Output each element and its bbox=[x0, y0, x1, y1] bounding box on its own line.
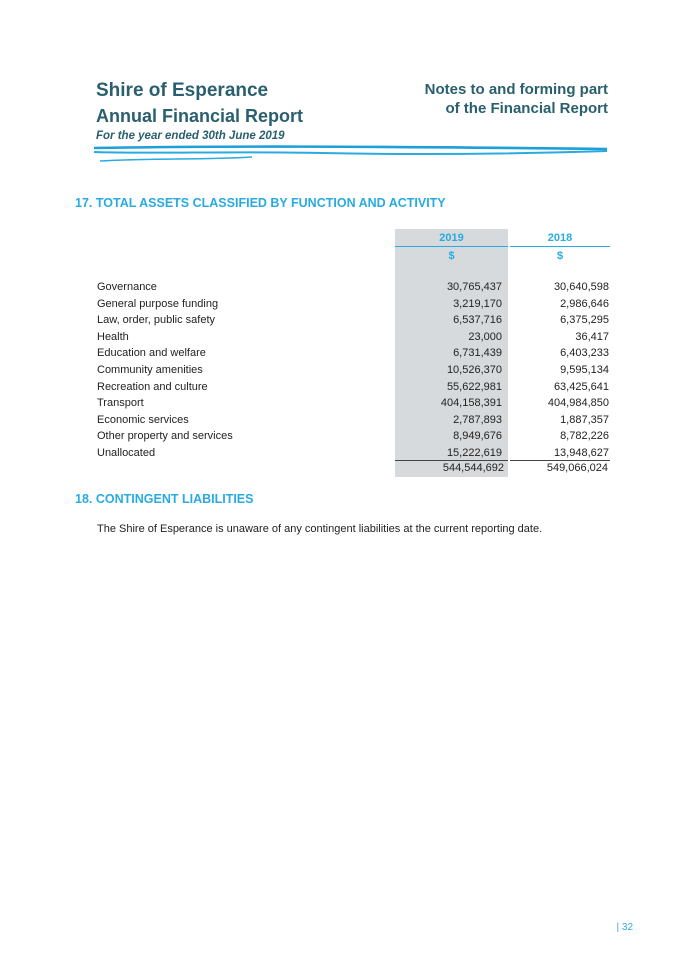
value-2019: 15,222,619 bbox=[446, 446, 502, 459]
value-2018: 9,595,134 bbox=[560, 363, 609, 376]
report-header bbox=[96, 80, 303, 142]
notes-header bbox=[425, 80, 608, 118]
column-header-2018: 2018 bbox=[547, 232, 573, 244]
value-2018: 36,417 bbox=[575, 330, 609, 343]
section-17-title: 17. TOTAL ASSETS CLASSIFIED BY FUNCTION AND ACTIVITY bbox=[75, 196, 446, 210]
value-2018: 2,986,646 bbox=[560, 297, 609, 310]
notes-title-line2: of the Financial Report bbox=[445, 100, 608, 117]
value-2018: 30,640,598 bbox=[553, 281, 609, 293]
report-period: For the year ended 30th June 2019 bbox=[96, 130, 285, 142]
table-row bbox=[97, 447, 609, 464]
header-swoosh-divider bbox=[92, 142, 612, 172]
row-label: Unallocated bbox=[97, 446, 156, 459]
row-label: Law, order, public safety bbox=[97, 314, 216, 327]
value-2019: 10,526,370 bbox=[446, 363, 502, 376]
row-label: Transport bbox=[97, 397, 144, 410]
value-2018: 8,782,226 bbox=[560, 430, 609, 443]
table-row bbox=[97, 314, 609, 331]
header-rule-2019 bbox=[395, 246, 508, 247]
value-2019: 30,765,437 bbox=[446, 281, 502, 293]
report-title: Annual Financial Report bbox=[96, 106, 304, 126]
row-label: General purpose funding bbox=[97, 297, 219, 310]
page-number: | 32 bbox=[616, 922, 633, 933]
table-row bbox=[97, 347, 609, 364]
value-2018: 13,948,627 bbox=[553, 446, 609, 459]
row-label: Other property and services bbox=[97, 430, 233, 443]
value-2018: 6,403,233 bbox=[560, 347, 609, 360]
value-2018: 6,375,295 bbox=[560, 314, 609, 327]
value-2018: 404,984,850 bbox=[547, 397, 609, 410]
value-2019: 55,622,981 bbox=[446, 380, 502, 393]
table-row bbox=[97, 364, 609, 381]
total-2019: 544,544,692 bbox=[442, 462, 504, 474]
currency-2018: $ bbox=[556, 250, 564, 262]
assets-table bbox=[97, 281, 609, 464]
notes-title-line1: Notes to and forming part bbox=[424, 81, 608, 98]
value-2018: 63,425,641 bbox=[553, 380, 609, 393]
table-row bbox=[97, 430, 609, 447]
table-row bbox=[97, 298, 609, 315]
table-row bbox=[97, 397, 609, 414]
value-2019: 404,158,391 bbox=[440, 397, 502, 410]
table-row bbox=[97, 281, 609, 298]
value-2019: 2,787,893 bbox=[453, 413, 502, 426]
total-2018: 549,066,024 bbox=[546, 462, 608, 474]
header-rule-2018 bbox=[510, 246, 610, 247]
currency-2019: $ bbox=[448, 250, 455, 262]
total-rule-2018 bbox=[510, 460, 610, 461]
value-2019: 6,731,439 bbox=[453, 347, 502, 360]
row-label: Recreation and culture bbox=[97, 380, 208, 393]
row-label: Education and welfare bbox=[97, 347, 206, 360]
row-label: Health bbox=[97, 330, 129, 343]
table-row bbox=[97, 381, 609, 398]
column-header-2019: 2019 bbox=[439, 232, 464, 244]
total-rule-2019 bbox=[395, 460, 508, 461]
table-row bbox=[97, 414, 609, 431]
contingent-liabilities-text: The Shire of Esperance is unaware of any contingent liabilities at the current reporting date. bbox=[97, 523, 543, 535]
section-18-title: 18. CONTINGENT LIABILITIES bbox=[75, 492, 254, 506]
org-name: Shire of Esperance bbox=[96, 80, 269, 101]
table-row bbox=[97, 331, 609, 348]
row-label: Community amenities bbox=[97, 363, 203, 376]
row-label: Governance bbox=[97, 281, 157, 293]
row-label: Economic services bbox=[97, 413, 189, 426]
value-2019: 23,000 bbox=[468, 330, 502, 343]
value-2019: 6,537,716 bbox=[453, 314, 502, 327]
value-2018: 1,887,357 bbox=[560, 413, 609, 426]
value-2019: 3,219,170 bbox=[453, 297, 502, 310]
value-2019: 8,949,676 bbox=[453, 430, 502, 443]
